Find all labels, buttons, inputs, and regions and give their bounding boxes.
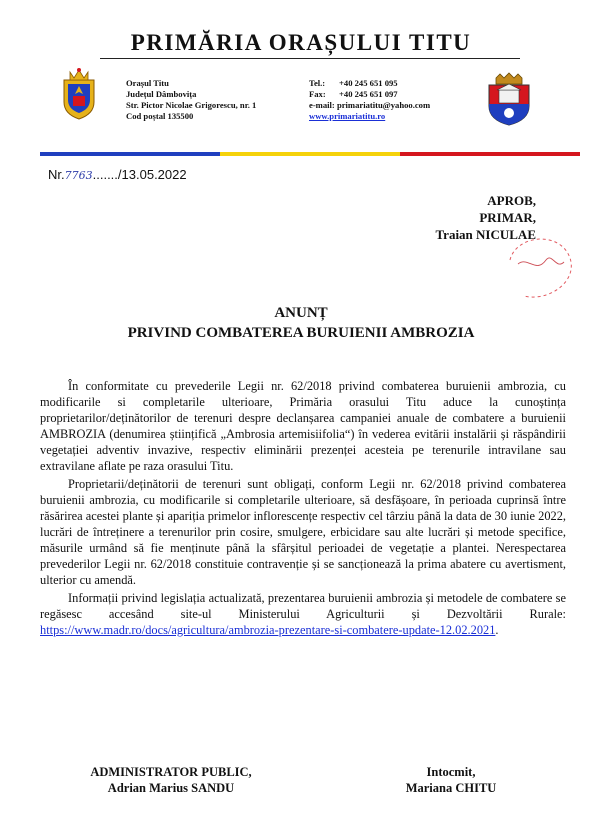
approval-line: APROB,	[487, 193, 536, 208]
address-line: Orașul Titu	[126, 78, 169, 88]
paragraph	[40, 476, 566, 588]
title-line-2: PRIVIND COMBATEREA BURUIENII AMBROZIA	[127, 325, 475, 341]
registration-prefix: Nr.	[48, 167, 65, 182]
paragraph	[40, 590, 566, 638]
page-title: PRIMĂRIA ORAȘULUI TITU	[130, 30, 472, 55]
address-line: Str. Pictor Nicolae Grigorescu, nr. 1	[126, 100, 257, 110]
admin-name: Adrian Marius SANDU	[107, 781, 235, 795]
coat-of-arms-icon	[58, 66, 100, 120]
paragraph: În conformitate cu prevederile Legii nr. 62/2018 privind combaterea buruienii ambrozia, cu modificarile si completarile ulterioare, Primăria orasului Titu aduce la cunoștința proprietarilor/deținătorilor de terenuri despre declanșarea campaniei anuale de combatere a buruienii AMBROZIA (denumirea științifică „Ambrosia artemisiifolia“) în vederea evitării instalării și răspândirii vegetației adventiv invazive, respectiv eliminării prezenței acesteia pe terenurile intravilane sau extravilane aflate pe raza orasului Titu.	[40, 379, 566, 473]
admin-role: ADMINISTRATOR PUBLIC,	[90, 765, 252, 779]
website-link[interactable]: www.primariatitu.ro	[309, 111, 386, 121]
registration-date: /13.05.2022	[117, 167, 187, 182]
city-crest-icon	[486, 72, 532, 126]
title-line-1: ANUNȚ	[274, 305, 328, 321]
fax-value: +40 245 651 097	[339, 89, 398, 99]
mayor-name: Traian NICULAE	[435, 227, 536, 242]
email-label: e-mail:	[309, 100, 335, 110]
fax-label: Fax:	[309, 89, 326, 99]
author-name: Mariana CHITU	[405, 781, 497, 795]
address-line: Județul Dâmbovița	[126, 89, 197, 99]
madr-link[interactable]: https://www.madr.ro/docs/agricultura/ambrozia-prezentare-si-combatere-update-12.02.2021	[40, 623, 496, 637]
signature-stamp-icon	[498, 230, 578, 305]
link-period: .	[495, 623, 499, 637]
address-line: Cod poștal 135500	[126, 111, 194, 121]
signature-left	[58, 764, 284, 796]
contact-block	[309, 78, 430, 122]
tel-value: +40 245 651 095	[339, 78, 398, 88]
registration-handwritten-number: 7763	[64, 169, 93, 182]
title-underline	[100, 58, 520, 59]
tricolor-band	[40, 152, 580, 156]
email-value: primariatitu@yahoo.com	[336, 100, 431, 110]
paragraph-text: Proprietarii/deținătorii de terenuri sunt obligați, conform Legii nr. 62/2018 privind combaterea buruienii ambrozia, cu modificarile si completarile ulterioare, să desfășoare, în perioada cuprinsă între răsărirea acestei plante și apariția primelor inflorescențe respectiv cel târziu până la data de 30 iunie 2022, lucrări de întreținere a terenurilor prin cosire, smulgere, erbicidare sau alte lucrări și metode specifice, măsurile urmând să fie menținute până la sfârșitul perioadei de vegetație a plantei. Nerespectarea prevederilor Legii nr. 62/2018 constituie contravenție și se sancționează la prima abatere cu avertisment, ulterior cu amendă.	[40, 477, 566, 587]
signature-right	[392, 764, 510, 796]
tricolor-yellow	[220, 152, 400, 156]
approval-title: PRIMAR,	[479, 210, 536, 225]
address-block	[126, 78, 256, 122]
document-title	[0, 303, 602, 343]
tricolor-blue	[40, 152, 220, 156]
document-body	[40, 378, 566, 640]
tel-label: Tel.:	[309, 78, 326, 88]
paragraph-text: Informații privind legislația actualizată, prezentarea buruienii ambrozia și metodele de combatere se regăsesc accesând site-ul Ministerului Agriculturii și Dezvoltării Rurale:	[40, 591, 566, 621]
registration-number: Nr.7763......./13.05.2022	[48, 167, 187, 182]
author-role: Intocmit,	[426, 765, 476, 779]
tricolor-red	[400, 152, 580, 156]
